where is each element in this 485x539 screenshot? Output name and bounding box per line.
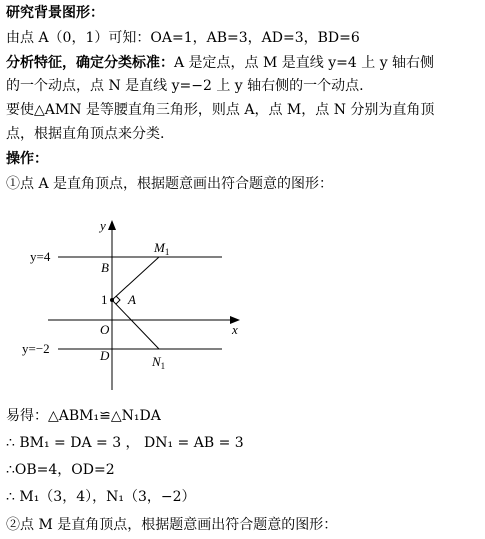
label-N1: $N_1$ — [152, 354, 166, 371]
label-x-axis: x — [232, 322, 238, 337]
right-angle-marker — [116, 296, 120, 304]
label-M1: $M_1$ — [154, 240, 170, 257]
analysis-line — [6, 54, 434, 72]
geometry-figure — [0, 210, 260, 400]
label-ym2: y=−2 — [22, 341, 50, 356]
given-line: 由点 A（0，1）可知：OA=1，AB=3，AD=3，BD=6 — [6, 30, 360, 46]
goal-line-1: 要使△AMN 是等腰直角三角形，则点 A，点 M，点 N 分别为直角顶 — [6, 102, 435, 118]
label-1: 1 — [101, 292, 108, 307]
point-A — [110, 298, 114, 302]
heading-study: 研究背景图形： — [6, 5, 104, 21]
therefore-line-2: ∴OB=4，OD=2 — [6, 462, 115, 478]
goal-line-2: 点，根据直角顶点来分类. — [6, 126, 165, 142]
easy-get-line: 易得：△ABM₁≌△N₁DA — [6, 408, 161, 424]
operate-label: 操作： — [6, 151, 48, 167]
case-2-text: ②点 M 是直角顶点，根据题意画出符合题意的图形： — [6, 517, 338, 533]
y-axis-arrow — [108, 220, 116, 230]
label-D: D — [100, 348, 110, 363]
case-1-text: ①点 A 是直角顶点，根据题意画出符合题意的图形： — [6, 176, 334, 192]
label-B: B — [101, 260, 109, 275]
analysis-label: 分析特征，确定分类标准： — [6, 55, 174, 71]
label-O: O — [100, 322, 110, 337]
therefore-line-1: ∴ BM₁ = DA = 3 ， DN₁ = AB = 3 — [6, 435, 244, 451]
therefore-line-3: ∴ M₁（3，4），N₁（3，−2） — [6, 489, 196, 505]
analysis-text: A 是定点，点 M 是直线 y=4 上 y 轴右侧 — [174, 55, 435, 71]
label-A: A — [128, 292, 136, 307]
segment-AN1 — [112, 300, 159, 349]
label-y-axis: y — [100, 218, 106, 233]
analysis-continued: 的一个动点，点 N 是直线 y=−2 上 y 轴右侧的一个动点. — [6, 78, 364, 94]
label-y4: y=4 — [30, 249, 51, 264]
